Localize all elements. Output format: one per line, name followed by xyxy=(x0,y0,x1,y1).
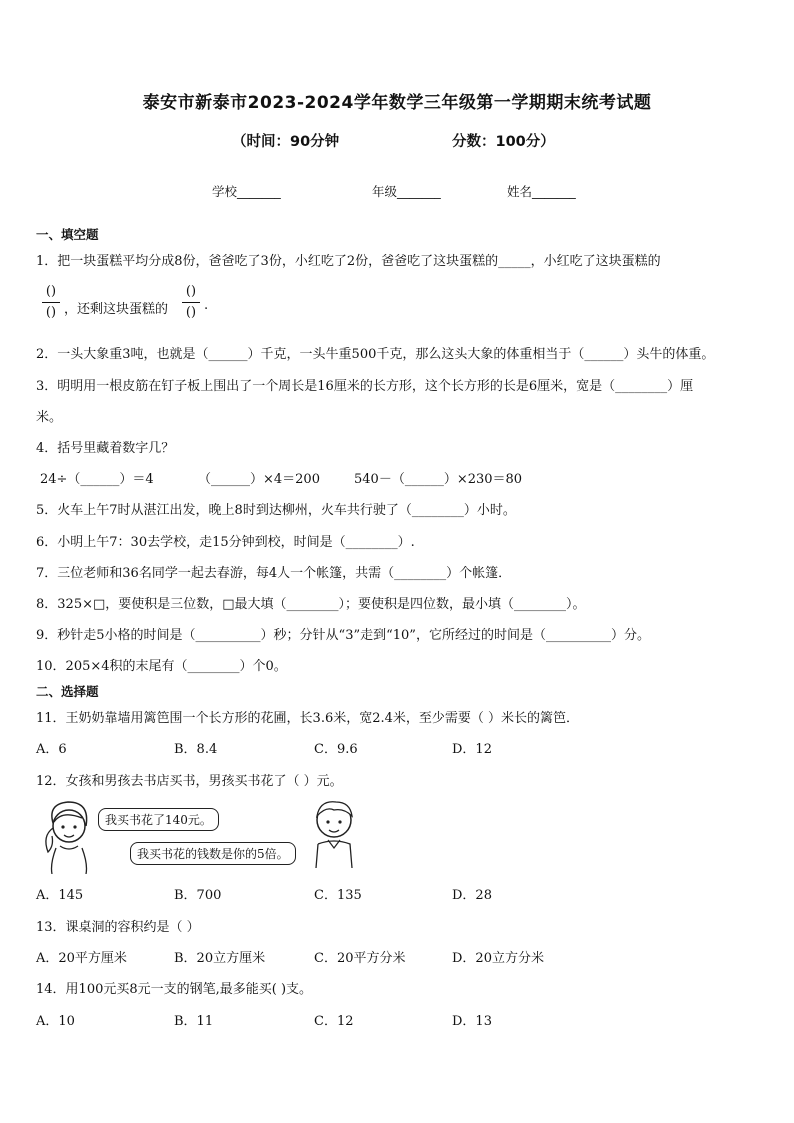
name-field[interactable]: 姓名_______ xyxy=(507,184,576,199)
boy-speech-bubble: 我买书花的钱数是你的5倍。 xyxy=(130,842,296,865)
page-title: 泰安市新泰市2023-2024学年数学三年级第一学期期末统考试题 xyxy=(142,93,652,113)
question-14-option-a[interactable]: A．10 xyxy=(36,1014,75,1029)
question-6-text: 6．小明上午7：30去学校，走15分钟到校，时间是（________）. xyxy=(36,535,415,550)
grade-field[interactable]: 年级_______ xyxy=(372,184,441,199)
section-fill-blank-title: 一、填空题 xyxy=(36,227,99,242)
fraction-bar xyxy=(182,302,200,303)
question-4-equation-b: （______）×4＝200 xyxy=(198,472,320,487)
question-13-option-d[interactable]: D．20立方分米 xyxy=(452,951,544,966)
question-11-option-a[interactable]: A．6 xyxy=(36,742,67,757)
school-field[interactable]: 学校_______ xyxy=(212,184,281,199)
question-14-option-b[interactable]: B．11 xyxy=(174,1014,214,1029)
question-12-option-d[interactable]: D．28 xyxy=(452,888,492,903)
question-1-text: 1．把一块蛋糕平均分成8份，爸爸吃了3份，小红吃了2份，爸爸吃了这块蛋糕的_____，小红吃了这块蛋糕的 xyxy=(36,254,661,269)
fraction-numerator: () xyxy=(185,284,197,299)
question-13-option-c[interactable]: C．20平方分米 xyxy=(314,951,406,966)
question-4-equation-a: 24÷（______）＝4 xyxy=(40,472,154,487)
question-14-option-c[interactable]: C．12 xyxy=(314,1014,354,1029)
question-11-text: 11．王奶奶靠墙用篱笆围一个长方形的花圃，长3.6米，宽2.4米，至少需要（ ）米长的篱笆． xyxy=(36,711,580,726)
question-12-option-c[interactable]: C．135 xyxy=(314,888,362,903)
question-4-equation-c: 540－（______）×230＝80 xyxy=(354,472,523,487)
question-11-option-b[interactable]: B．8.4 xyxy=(174,742,218,757)
question-9-text: 9．秒针走5小格的时间是（__________）秒；分针从“3”走到“10”，它所经过的时间是（__________）分。 xyxy=(36,628,650,643)
question-3-text: 3．明明用一根皮筋在钉子板上围出了一个周长是16厘米的长方形，这个长方形的长是6厘米，宽是（________）厘 xyxy=(36,379,694,394)
fraction-numerator: () xyxy=(45,284,57,299)
question-1-remaining-text: ，还剩这块蛋糕的 xyxy=(64,302,169,317)
section-choice-title: 二、选择题 xyxy=(36,684,99,699)
question-13-option-b[interactable]: B．20立方厘米 xyxy=(174,951,266,966)
question-5-text: 5．火车上午7时从湛江出发，晚上8时到达柳州，火车共行驶了（________）小时。 xyxy=(36,503,516,518)
girl-speech-bubble: 我买书花了140元。 xyxy=(98,808,219,831)
question-7-text: 7．三位老师和36名同学一起去春游，每4人一个帐篷，共需（________）个帐篷． xyxy=(36,566,512,581)
question-3-text-cont: 米。 xyxy=(36,410,63,425)
question-11-option-c[interactable]: C．9.6 xyxy=(314,742,358,757)
fraction-denominator: () xyxy=(45,305,57,320)
question-14-text: 14．用100元买8元一支的钢笔,最多能买( )支。 xyxy=(36,982,313,997)
question-12-text: 12．女孩和男孩去书店买书，男孩买书花了（ ）元。 xyxy=(36,774,343,789)
exam-score: 分数：100分） xyxy=(452,134,555,150)
question-14-option-d[interactable]: D．13 xyxy=(452,1014,492,1029)
question-4-text: 4．括号里藏着数字几？ xyxy=(36,441,175,456)
fraction-blank-1[interactable] xyxy=(42,284,60,321)
girl-icon xyxy=(36,796,106,874)
exam-time: （时间：90分钟 xyxy=(232,134,340,150)
question-1-end: . xyxy=(204,298,209,313)
question-13-text: 13．课桌洞的容积约是（ ） xyxy=(36,920,200,935)
fraction-blank-2[interactable] xyxy=(182,284,200,321)
question-13-option-a[interactable]: A．20平方厘米 xyxy=(36,951,127,966)
question-10-text: 10．205×4积的末尾有（________）个0。 xyxy=(36,659,287,674)
question-8-text: 8．325×□，要使积是三位数，□最大填（________）；要使积是四位数，最小填（________）。 xyxy=(36,597,586,612)
question-12-option-a[interactable]: A．145 xyxy=(36,888,84,903)
question-11-option-d[interactable]: D．12 xyxy=(452,742,492,757)
question-12-option-b[interactable]: B．700 xyxy=(174,888,222,903)
boy-icon xyxy=(304,796,366,874)
fraction-denominator: () xyxy=(185,305,197,320)
question-12-illustration xyxy=(36,796,366,874)
fraction-bar xyxy=(42,302,60,303)
question-2-text: 2．一头大象重3吨，也就是（______）千克，一头牛重500千克，那么这头大象的体重相当于（______）头牛的体重。 xyxy=(36,347,715,362)
